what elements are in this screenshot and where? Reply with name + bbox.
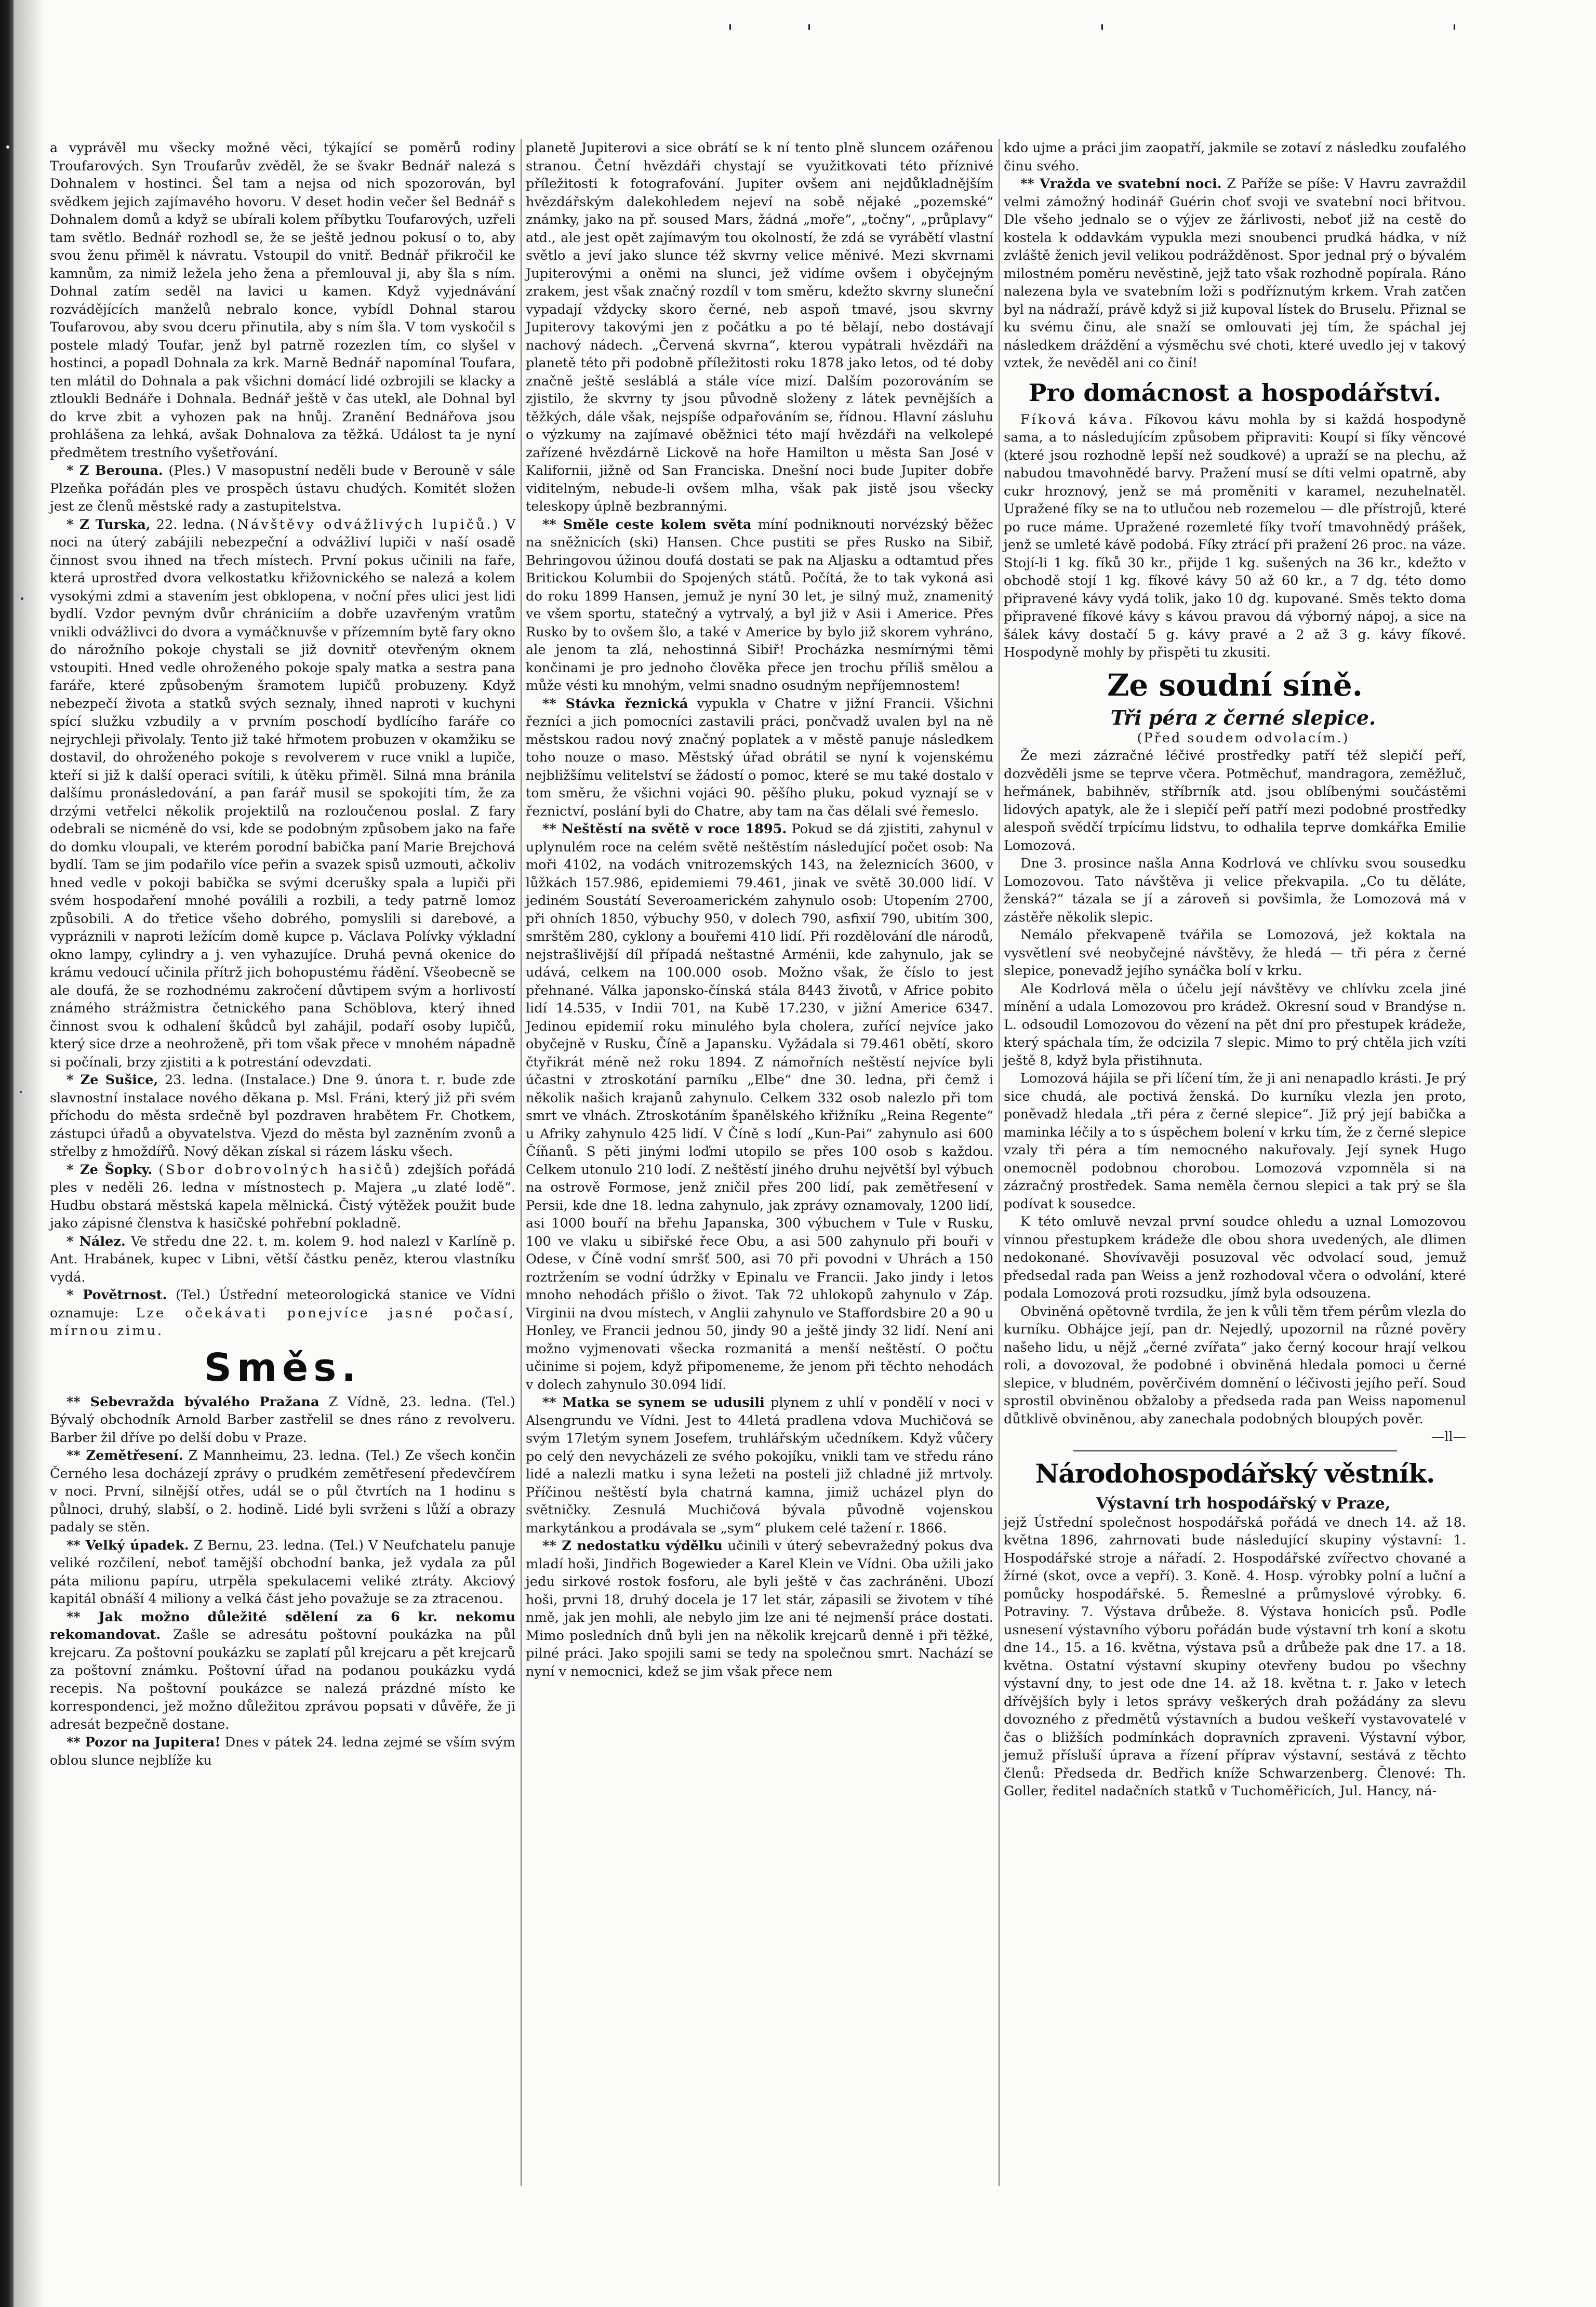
section-heading-soudni: Ze soudní síně. — [1107, 667, 1363, 703]
article-paragraph: Lomozová hájila se při líčení tím, že ji ani nenapadlo krásti. Je prý sice chudá, ale poctivá ženská. Do kurníku vlezla jen proto, poněvadž hledala „tři péra z černé slepice“. Již prý její babička a maminka léčily a to s úspěchem bolení v krku tím, že z černé slepice vzaly tři péra a tím nemocného nakuřovaly. Její synek Hugo onemocněl podobnou chorobou. Lomozová vzpomněla si na zázračný prostředek. Sama neměla černou slepici a tak prý se šla podívat k sousedce. — [1004, 1071, 1466, 1212]
article-title: Tři péra z černé slepice. — [1110, 705, 1376, 729]
article-lead: * Ze Sušice, — [66, 1072, 158, 1088]
binding-shadow — [14, 0, 45, 2307]
article-lead: ** Pozor na Jupitera! — [66, 1735, 221, 1750]
article-text: 23. ledna. (Instalace.) Dne 9. února t. r. bude zde slavnostní instalace nového děkana p. Msl. Fráni, který již při svém příchodu do města srdečně byl pozdraven hrabětem Fr. Chotkem, zástupci úřadů a obyvatelstva. Vjezd do města byl zazněním zvonů a střelby z hmoždířů. Nový děkan získal si rázem lásku všech. — [50, 1072, 516, 1159]
article-paragraph — [50, 462, 515, 516]
article-text: Fíkovou kávu mohla by si každá hospodyně sama, a to následujícím způsobem připraviti: Koupí si fíky věncové (které jsou rozhodně lepší než soudkové) a upraží se na plechu, až nabudou tmavohnědé barvy. Pražení musí se díti velmi opatrně, aby cukr hroznový, jenž se má proměniti v karamel, nezuhelnatěl. Upražené fíky se na to utlučou neb rozemelou — dle přístrojů, které po ruce máme. Upražené rozemleté fíky tvoří tmavohnědý prášek, jenž se umleté kávě podobá. Fíky ztrácí při pražení 26 proc. na váze. Stojí-li 1 kg. fíků 30 kr., přijde 1 kg. sušených na 36 kr., kdežto v obchodě stojí 1 kg. fíkové kávy 50 až 60 kr., a 7 dg. této domo připravené kávy vydá tolik, jako 10 dg. kupované. Směs tekto doma připravené fíkové kávy s kávou pravou dá výborný nápoj, a sice na šálek kávy dostačí 5 g. kávy pravé a 2 až 3 g. kávy fíkové. Hospodyně mohly by přispěti tu zkusiti. — [1004, 411, 1466, 660]
article-text: (Ples.) V masopustní neděli bude v Berouně v sále Plzeňka pořádán ples ve prospěch ústavu chudých. Komitét složen jest ze členů městské rady a zastupitelstva. — [50, 463, 516, 514]
paper-speck — [21, 597, 23, 600]
top-mark: ' — [1452, 21, 1457, 45]
article-text: Z Vídně, 23. ledna. (Tel.) Bývalý obchodník Arnold Barber zastřelil se dnes ráno z revolveru. Barber žil dříve po delší dobu v Praze. — [50, 1394, 516, 1446]
paper-speck — [6, 145, 9, 149]
section-heading-narodohospodarsky: Národohospodářský věstník. — [1035, 1458, 1435, 1489]
article-paragraph — [50, 1393, 515, 1447]
article-paragraph — [50, 1608, 515, 1734]
article-paragraph: kdo ujme a práci jim zaopatří, jakmile se zotaví z následku zoufalého činu svého. — [1004, 140, 1466, 174]
article-lead: * Z Turska, — [66, 516, 151, 532]
article-spaced: (Návštěvy odvážlivých lupičů.) — [230, 516, 500, 532]
article-paragraph: Nemálo překvapeně tvářila se Lomozová, jež koktala na vysvětlení své neobyčejné návštěvy, že hledá — tři péra z černé slepice, ponevadž jejího synáčka bolí v krku. — [1004, 927, 1466, 979]
article-text: Ve středu dne 22. t. m. kolem 9. hod nalezl v Karlíně p. Ant. Hrabánek, kupec v Libni, větší částku peněz, kterou vlastníku vydá. — [50, 1233, 515, 1285]
article-paragraph — [50, 1447, 515, 1537]
article-paragraph — [50, 1286, 515, 1340]
article-text: Z Bernu, 23. ledna. (Tel.) V Neufchatelu panuje veliké rozčilení, neboť tamější obchodní banka, jež vydala za půl páta milionu papíru, utrpěla spekulacemi veliké ztráty. Akciový kapitál obnáší 4 miliony a velká část jeho považuje se za ztracenou. — [50, 1537, 515, 1607]
article-lead: ** Zemětřesení. — [66, 1448, 183, 1463]
article-paragraph — [526, 1537, 993, 1681]
article-paragraph — [1004, 411, 1466, 662]
article-lead: ** Směle ceste kolem světa — [542, 516, 752, 532]
column-1 — [50, 139, 515, 1769]
article-paragraph — [50, 1537, 515, 1608]
article-paragraph: Ale Kodrlová měla o účelu její návštěvy ve chlívku zcela jiné mínění a udala Lomozovou pro krádež. Okresní soud v Brandýse n. L. odsoudil Lomozovou do vězení na pět dní pro přestupek krádeže, který spáchala tím, že odcizila 7 slepic. Mimo to prý chtěla jich vzíti ještě 8, když byla přistihnuta. — [1004, 981, 1466, 1069]
top-mark: ' — [806, 21, 812, 45]
article-spaced: Lze očekávati ponejvíce jasné počasí, mírnou zimu. — [50, 1305, 515, 1339]
article-paragraph — [1004, 175, 1466, 372]
article-lead: ** Vražda ve svatební noci. — [1020, 176, 1222, 192]
author-signature: —ll— — [1431, 1429, 1466, 1445]
article-title: Výstavní trh hospodářský v Praze, — [1096, 1494, 1391, 1513]
article-paragraph: jejž Ústřední společnost hospodářská pořádá ve dnech 14. až 18. května 1896, zahrnovati bude následující skupiny výstavní: 1. Hospodářské stroje a nářadí. 2. Hospodářské zvířectvo chované a žírné (skot, ovce a vepří). 3. Koně. 4. Hosp. výrobky polní a luční a pomůcky hospodářské. 5. Řemeslné a průmyslové výrobky. 6. Potraviny. 7. Výstava drůbeže. 8. Výstava honicích psů. Podle usnesení výstavního výboru pořádán bude výstavní trh koní a skotu dne 14., 15. a 16. května, výstava psů a drůbeže pak dne 17. a 18. května. Ostatní výstavní skupiny otevřeny budou po všechny výstavní dny, to jest ode dne 14. až 18. května t. r. Jako v letech dřívějších byly i letos správy veškerých drah požádány za slevu dovozného z předmětů výstavních a budou veškeří vystavovatelé v čas o bližších podmínkách dopravních zpraveni. Výstavní výbor, jemuž přísluší úprava a řízení příprav výstavní, sestává z těchto členů: Předseda dr. Bedřich kníže Schwarzenberg. Členové: Th. Goller, ředitel nadačních statků v Tuchoměřicích, Jul. Hancy, ná- — [1004, 1514, 1466, 1799]
article-lead: * Ze Šopky. — [66, 1162, 153, 1178]
column-rule — [521, 139, 522, 2186]
top-mark: ' — [1099, 21, 1105, 45]
column-rule — [999, 139, 1000, 2186]
article-paragraph — [50, 516, 515, 1072]
article-lead: * Povětrnost. — [66, 1287, 167, 1303]
article-paragraph — [50, 1071, 515, 1161]
article-text: plynem z uhlí v pondělí v noci v Alsengrundu ve Vídni. Jest to 44letá pradlena vdova Muchičová se svým 17letým synem Josefem, truhlářským učedníkem. Když vůčery po celý den nevycházeli ze svého pokojíku, vnikli tam ve středu ráno lidé a nalezli matku i syna ležeti na posteli již chladné již mrtvoly. Příčinou neštěstí byla chatrná kamna, jimiž ucházel plyn do světničky. Zesnulá Muchičová bývala původně vojenskou markytánkou a prodávala se „sym“ plukem celé tažení r. 1866. — [526, 1395, 994, 1536]
article-paragraph: Dne 3. prosince našla Anna Kodrlová ve chlívku svou sousedku Lomozovou. Tato návštěva ji velice překvapila. „Co tu děláte, ženská?“ tázala se jí a zároveň si povšimla, že Lomozová má v zástěře několik slepic. — [1004, 856, 1466, 925]
top-mark: ' — [727, 21, 733, 45]
article-paragraph: planetě Jupiterovi a sice obrátí se k ní tento plně sluncem ozářenou stranou. Četní hvězdáři chystají se využitkovati této příznivé příležitosti k fotografování. Jupiter ovšem ani nejdůkladnějším hvězdářským dalekohledem nejeví na sobě nějaké „pozemské“ známky, jako na př. soused Mars, žádná „moře“, „točny“, „průplavy“ atd., ale jest opět zajímavým tou okolností, že zdá se vyrábětí vlastní světlo a jeví jako slunce též skvrny velice měnivé. Mezi skvrnami Jupiterovými a oněmi na slunci, jež vidíme ovšem i obyčejným zrakem, jest však značný rozdíl v tom směru, kdežto skvrny sluneční vypadají vždycky skoro černé, neb aspoň tmavé, jsou skvrny Jupiterovy takovými jen z počátku a po té bělají, nebo dostávají nachový nádech. „Červená skvrna“, kterou vypátrali hvězdáři na planetě této při podobně příležitosti roku 1878 jako letos, od té doby značně ještě sesláblá a stále více mizí. Dalším pozorováním se zjistilo, že skvrny ty jsou původně složeny z látek pevnějších a těžkých, dále však, nejspíše odpařováním se, řídnou. Hlavní zásluhu o výzkumy na zajímavé oběžnici této mají hvězdáři na velkolepé zařízené hvězdárně Lickově na hoře Hamilton u města San José v Kalifornii, jižně od San Franciska. Dnešní noci bude Jupiter dobře viditelným, nebude-li ovšem mlha, však pak jistě jsou všecky teleskopy úplně bezbrannými. — [526, 140, 993, 514]
article-spaced: Fíková káva. — [1020, 411, 1135, 428]
article-paragraph — [526, 516, 993, 695]
binding-edge — [0, 0, 14, 2307]
article-text: Z Paříže se píše: V Havru zavraždil velmi zámožný hodinář Guérin choť svoji ve svatební noci břitvou. Dle všeho jednalo se o výjev ze žárlivosti, neboť již na cestě do kostela k oddavkám vypukla mezi snoubenci prudká hádka, v níž zvláště ženich jevil velikou podrážděnost. Spor jednal prý o bývalém milostném poměru nevěstině, jejž tato však rozhodně popírala. Ráno nalezena byla ve svatebním loži s podříznutým krkem. Vrah zatčen byl na nádraží, právě když si již kupoval lístek do Bruselu. Přiznal se ku svému činu, ale snaží se omlouvati jej tím, že spáchal jej následkem dráždění a výsměchu své choti, které uvedlo jej v takový vztek, že nevěděl ani co činí! — [1004, 176, 1467, 371]
article-lead: * Nález. — [66, 1233, 126, 1249]
article-text: (Tel.) Ústřední meteorologická stanice ve Vídni oznamuje: — [50, 1287, 516, 1321]
article-text: Dnes v pátek 24. ledna zejmé se vším svým oblou slunce nejblíže ku — [50, 1735, 515, 1768]
article-paragraph — [50, 1161, 515, 1233]
column-2 — [526, 139, 993, 1681]
article-text: míní podniknouti norvézský běžec na sněžnicích (ski) Hansen. Chce pustiti se přes Rusko na Sibiř, Behringovou úžinou doufá dostati se pak na Aljasku a odtamtud přes Britickou Kolumbii do Spojených států. Počítá, že to tak vykoná asi do roku 1899 Hansen, jemuž je nyní 30 let, je silný muž, znamenitý ve všem sportu, statečný a vytrvalý, a byl již v Asii i Americe. Přes Rusko by to ovšem šlo, a také v Americe by bylo již skorem vyhráno, ale jenom ta zlá, nehostinná Sibiř! Procházka nesmírnými těmi končinami je pro jednoho člověka přece jen trochu příliš smělou a může vésti ku mnohým, velmi snadno osudným nepříjemnostem! — [526, 516, 993, 694]
article-lead: ** Matka se synem se udusili — [542, 1395, 765, 1410]
article-subtitle: (Před soudem odvolacím.) — [1137, 730, 1350, 746]
article-spaced: (Sbor dobrovolných hasičů) — [158, 1162, 402, 1178]
article-text: učinili v úterý sebevražedný pokus dva mladí hoši, Jindřich Bogewieder a Karel Klein ve Vídni. Oba užili jako jedu sirkové rostok fosforu, ale byli ještě v čas zachráněni. Ubozí hoši, prvni 18, druhý docela je 17 let stár, zápasili se životem v tíhé nmě, jak jen mohli, ale nebylo jim lze ani té nejmenší práce dostati. Mimo posledních dnů byli jen na několik krejcarů denně i při těžké, pilné práci. Jako spojili sami se tedy na společnou smrt. Nachází se nyní v nemocnici, kdež se jim však přece nem — [526, 1538, 993, 1679]
article-paragraph — [50, 1733, 515, 1769]
column-3 — [1004, 139, 1466, 1801]
article-lead: ** Stávka řeznická — [542, 696, 688, 712]
article-text: Pokud se dá zjistiti, zahynul v uplynulém roce na celém světě neštěstím následující počet osob: Na moři 4102, na vodách vnitrozemských 143, na železnicích 3600, v lůžkách 157.986, epidemiemi 79.461, jinak ve světě 30.000 lidí. V jediném Soustátí Severoamerickém zahynulo osob: Utopením 2700, při ohních 1850, výbuchy 950, v dolech 790, asfixií 790, ubitím 300, smrštěm 280, cyklony a bouřemi 410 lidí. Při rozdělování dle národů, nejstrašlivější díl případá neštastné Arménii, kde zahynulo, jak se udává, celkem na 100.000 osob. Možno však, že číslo to jest přehnané. Válka japonsko-čínská stála 8443 životů, v Africe pobito lidí 14.535, v Indii 701, na Kubě 17.230, v jižní Americe 6347. Jedinou epidemií roku minulého byla cholera, zuřící nejvíce jako obyčejně v Rusku, Číně a Japansku. Vyžádala si 79.461 obětí, skoro čtyřikrát méně než roku 1894. Z námořních neštěstí nejvíce byli účastni v ztroskotání parníku „Elbe“ dne 30. ledna, při čemž i několik našich krajanů zahynulo. Celkem 332 osob nalezlo při tom smrt ve vlnách. Ztroskotáním španělského křižníku „Reina Regente“ u Afriky zahynulo 425 lidí. V Číně s lodí „Kun-Pai“ zahynulo asi 600 Číňanů. S pěti jinými loďmi utopilo se přes 100 osob s každou. Celkem utonulo 210 lodí. Z neštěstí jiného druhu největší byl výbuch na ostrově Formose, jenž zničil přes 200 lidí, pak zemětřesení v Persii, kde dne 18. ledna zahynulo, jak zprávy oznamovaly, 1200 lidí, asi 1000 bouří na břehu Japanska, 300 výbuchem v Tule v Rusku, 100 ve vlaku u sibiřské řece Obu, a asi 500 zahynulo při bouři v Odese, v Číně vodní smršť 500, asi 70 při povodni v Uhrách a 150 roztržením se vodní údržky v Epinalu ve Francii. Jako jindy i letos mnoho nehodách přišlo o život. Tak 72 uhlokopů zahynulo v Záp. Virginii na dvou místech, v Anglii zahynulo ve Staffordsbire 20 a 90 u Honley, ve Francii jednou 50, jindy 90 a ještě jindy 32 lidí. Není ani možno vyjmenovati všecka rozmanitá a menší neštěstí. O počtu učinime si pojem, když připomeneme, že jenom při těchto nehodách v dolech zahynulo 30.094 lidí. — [526, 821, 993, 1393]
article-lead: ** Jak možno důležité sdělení za 6 kr. nekomu rekomandovat. — [50, 1609, 515, 1643]
article-text: vypukla v Chatre v jižní Francii. Všichni řezníci a jich pomocníci zastavili práci, pončvadž uvalen byl na ně městskou radou nový značný poplatek a v městě panuje následkem toho nouze o maso. Městský úřad obrátil se nyní k vojenskému nejbližšímu velitelství se žádostí o pomoc, které se mu také dostalo v tom směru, že všichni vojáci 90. pěšího pluku, pokud vyznají se v řeznictví, poslání byli do Chatre, aby tam na čas dělali své řemeslo. — [526, 696, 994, 819]
top-marks — [0, 21, 1596, 52]
section-divider — [1073, 1450, 1397, 1451]
article-paragraph — [50, 1233, 515, 1287]
article-paragraph — [526, 695, 993, 821]
article-lead: * Z Berouna. — [66, 463, 163, 478]
article-text: Z Mannheimu, 23. ledna. (Tel.) Ze všech končin Černého lesa docházejí zprávy o prudkém zemětřesení předevčírem v noci. První, silnější otřes, udál se o půl čtvrtích na 1 hodinu s půlnoci, druhý, slabší, o 2. hodině. Lidé byli svrženi s lůží a obrazy padaly se stěn. — [50, 1448, 515, 1535]
article-paragraph — [526, 820, 993, 1394]
article-paragraph: Že mezi zázračné léčivé prostředky patří též slepičí peří, dozvěděli jsme se teprve včera. Potměchuť, mandragora, zeměžluč, heřmánek, babihněv, stříbrník atd. jsou oblíbenými součástěmi lidových apatyk, ale že i slepičí peří patří mezi podobné prostředky alespoň svědčí trpícímu lidstvu, to odhalila teprve domkářka Emilie Lomozová. — [1004, 748, 1466, 854]
section-heading-smes: Směs. — [204, 1345, 362, 1390]
article-paragraph: Obviněná opětovně tvrdila, že jen k vůli těm třem pérům vlezla do kurníku. Obhájce její, pan dr. Nejedlý, upozornil na různé pověry našeho lidu, u nějž „černé zvířata“ jako černý kocour hrají velkou roli, a dovozoval, že podobné i obviněná hledala pomoci u černé slepice, v bludném, pověrčivém domnění o léčivosti jejího peří. Soud sprostil obviněnou obžaloby a předseda rada pan Weiss napomenul důtklivě obviněnou, aby zanechala podobných bloupých pověr. — [1004, 1303, 1466, 1427]
article-lead: ** Sebevražda bývalého Pražana — [66, 1394, 320, 1410]
article-paragraph: a vyprávěl mu všecky možné věci, týkající se poměrů rodiny Troufarových. Syn Troufarův zvěděl, že se švakr Bednář nalezá s Dohnalem v hostinci. Šel tam a nejsa od nich spozorován, byl svědkem jejich zajímavého hovoru. V deset hodin večer šel Bednář s Dohnalem domů a když se ubírali kolem příbytku Toufarových, uzřeli tam světlo. Bednář rozhodl se, že se ještě jednou pokusí o to, aby svou ženu přiměl k návratu. Vstoupil do vnitř. Bednář přikročil ke kamnům, za nimiž ležela jeho žena a přemlouval ji, aby šla s ním. Dohnal zatím seděl na lavici u kamen. Když vyjednávání rozvádějících manželů nebralo konce, vybídl Dohnal starou Toufarovou, aby svou dceru přinutila, aby s ním šla. V tom vyskočil s postele mladý Toufar, jenž byl patrně rozezlen tím, co slyšel v hostinci, a popadl Dohnala za krk. Marně Bednář napomínal Toufara, ten mlátil do Dohnala a pak všichni domácí lidé ozbrojili se klacky a ztloukli Bednáře i Dohnala. Bednář ještě v čas utekl, ale Dohnal byl do krve zbit a vyhozen pak na hnůj. Zranění Bednářova jsou prohlášena za lehká, avšak Dohnalova za těžká. Událost ta je nyní předmětem trestního vyšetřování. — [50, 140, 515, 461]
paper-speck — [20, 1091, 22, 1093]
article-lead: ** Neštěstí na světě v roce 1895. — [542, 821, 787, 837]
article-paragraph — [526, 1394, 993, 1537]
section-heading-domacnost: Pro domácnost a hospodářství. — [1028, 378, 1442, 407]
article-text: zdejších pořádá ples v neděli 26. ledna v místnostech p. Majera „u zlaté lodě“. Hudbu obstará městská kapela mělnická. Čistý výtěžek použit bude jako zápisné členstva k hasičské pohřební pokladně. — [50, 1162, 516, 1231]
article-date: 22. ledna. — [156, 516, 224, 532]
article-paragraph: K této omluvě nevzal první soudce ohledu a uznal Lomozovou vinnou přestupkem krádeže dle obou shora uvedených, ale dlimen nedokonané. Shovívavěji posuzoval věc odvolací soud, jemuž předsedal rada pan Weiss a jenž rozhodoval včera o odvolání, které podala Lomozová proti rozsudku, jímž byla odsouzena. — [1004, 1214, 1466, 1301]
article-lead: ** Velký úpadek. — [66, 1537, 189, 1553]
article-text: V noci na úterý zabájili nebezpeční a odvážliví lupiči v naší osadě činnost svou ihned na třech místech. První pokus učinili na faře, která uprostřed dvora velkostatku křižovnického se nalezá a kolem vysokými zdmi a stavením jest obklopena, v noční přes ulici jest lidi bydlí. Vzdor pevným dvůr chrániciím a dobře uzavřeným vratům vnikli odvážlivci do dvora a vymáčknuvše v přízemním bytě fary okno do nárožního pokoje chystali se již dovnitř otevřeným oknem vstoupiti. Hned vedle ohroženého pokoje spaly matka a sestra pana faráře, které způsobeným šramotem lupičů probuzeny. Když nebezpečí života a statků svých seznaly, ihned naproti v kuchyni spící služku vzbudily a v prvním poschodí bydlícího faráře co nejrychleji přivolaly. Tento již také hřmotem probuzen v okamžiku se dostavil, do ohroženého pokoje s revolverem v ruce vnikl a lupiče, kteří si již k další operaci svítili, k útěku přiměl. Silná mna bránila dalšímu pronásledování, a pan farář musil se spokojiti tím, že za drzými vetřelci několik projektilů na rozloučenou poslal. Z fary odebrali se nicméně do vsi, kde se podobným způsobem jako na faře do domku vloupali, ve kterém porodní babička paní Marie Brejchová bydlí. Tam se jim podařilo více peřin a svazek spisů uzmouti, ačkoliv hned vedle v pokoji babička se svými dcerušky spala a lupiči při svém hospodaření mnohé poválili a rozbili, a tedy patrně lomoz způsobili. A do třetice všeho dobrého, pomyslili si darebové, a vypráznili v naproti ležícím domě kupce p. Václava Polívky výkladní okno lampy, cylindry a j. ven vyhazujíce. Druhá pevná okenice do krámu vedoucí učinila přítrž jich bohopustému řádění. Všeobecně se ale doufá, že se rozhodnému zakročení důvtipem svým a horlivostí známého strážmistra četnického pana Schöblova, který ihned činnost svou k odhalení škůdců byl zahájil, podaří osoby lupičů, který sice drze a neohroženě, při tom však přece v mnohém nápadně si počínali, brzy zjistiti a k potrestání odevzdati. — [50, 516, 516, 1070]
article-text: Zašle se adresátu poštovní poukázka na půl krejcaru. Za poštovní poukázku se zaplatí půl krejcaru a pět krejcarů za poštovní známku. Poštovní úřad na podanou poukázku vydá recepis. Na poštovní poukázce se nalezá prázdné místo ke korrespondenci, jež možno důležitou zprávou popsati v důvěře, že ji adresát bezpečně dostane. — [50, 1627, 515, 1732]
article-lead: ** Z nedostatku výdělku — [542, 1538, 723, 1554]
